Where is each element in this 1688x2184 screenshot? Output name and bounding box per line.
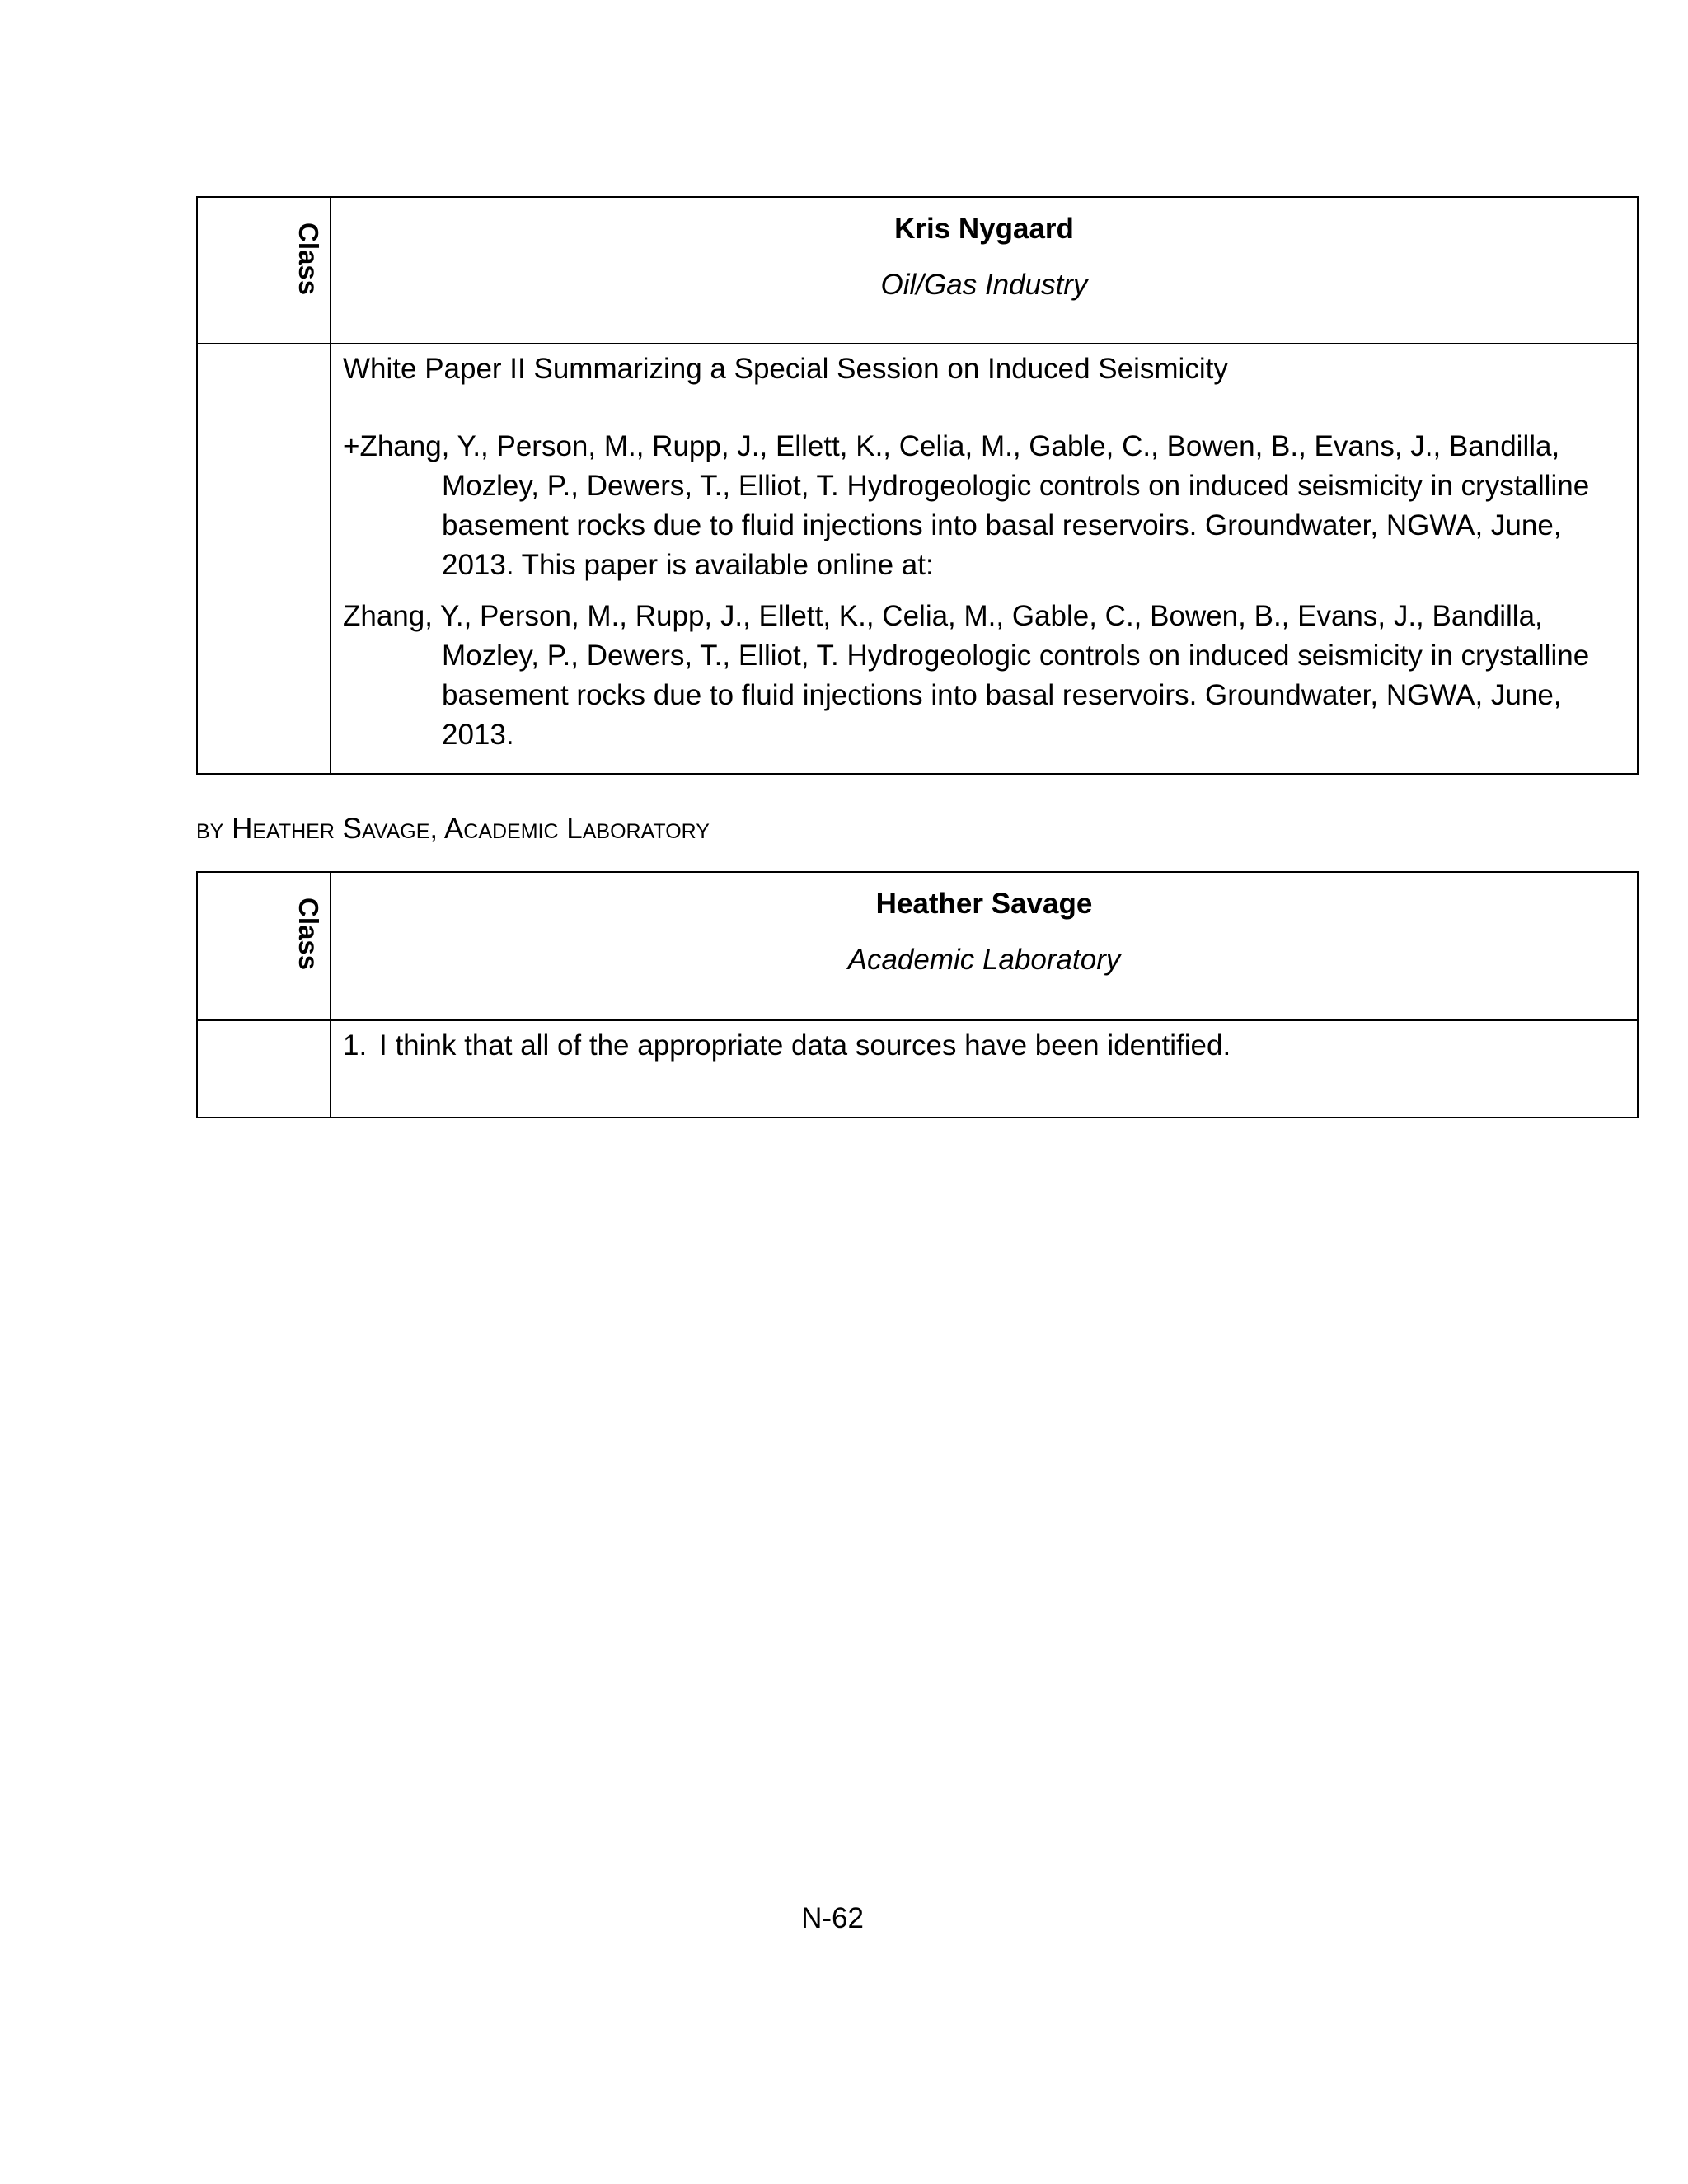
- review-header-row: [197, 872, 1638, 1020]
- class-value-cell: [197, 1020, 331, 1118]
- review-comment-cell: [331, 344, 1638, 774]
- review-body-row: [197, 1020, 1638, 1118]
- white-paper-title: White Paper II Summarizing a Special Session on Induced Seismicity: [343, 353, 1228, 385]
- class-cell: [197, 197, 331, 344]
- reviewer-name: Heather Savage: [875, 888, 1093, 920]
- reviewer-name: Kris Nygaard: [894, 213, 1074, 245]
- review-comment-cell: [331, 1020, 1638, 1118]
- reviewer-header-cell: [331, 197, 1638, 344]
- class-cell: [197, 872, 331, 1020]
- comment-list-item: [343, 1026, 1625, 1066]
- review-header-row: [197, 197, 1638, 344]
- reviewer-affiliation: Oil/Gas Industry: [880, 269, 1088, 301]
- class-label: Class: [293, 898, 324, 971]
- comment-text: I think that all of the appropriate data sources have been identified.: [379, 1029, 1231, 1062]
- reference-1: +Zhang, Y., Person, M., Rupp, J., Ellett, K., Celia, M., Gable, C., Bowen, B., Evans, J., Bandilla, Mozley, P., Dewers, T., Elliot, T. Hydrogeologic controls on induced seismicity in crystalline basement rocks due to fluid injections into basal reservoirs. Groundwater, NGWA, June, 2013. This paper is available online at:: [343, 430, 1590, 581]
- reviewer-affiliation: Academic Laboratory: [847, 944, 1121, 976]
- page-number: N-62: [801, 1902, 864, 1934]
- review-table-savage: [196, 871, 1639, 1118]
- class-label: Class: [293, 223, 324, 296]
- class-value-cell: [197, 344, 331, 774]
- review-body-row: [197, 344, 1638, 774]
- section-heading: by Heather Savage, Academic Laboratory: [196, 813, 710, 845]
- list-number: 1.: [343, 1029, 368, 1062]
- reference-2: Zhang, Y., Person, M., Rupp, J., Ellett, K., Celia, M., Gable, C., Bowen, B., Evans, J., Bandilla, Mozley, P., Dewers, T., Elliot, T. Hydrogeologic controls on induced seismicity in crystalline basement rocks due to fluid injections into basal reservoirs. Groundwater, NGWA, June, 2013.: [343, 600, 1590, 751]
- review-table-nygaard: [196, 196, 1639, 775]
- reviewer-header-cell: [331, 872, 1638, 1020]
